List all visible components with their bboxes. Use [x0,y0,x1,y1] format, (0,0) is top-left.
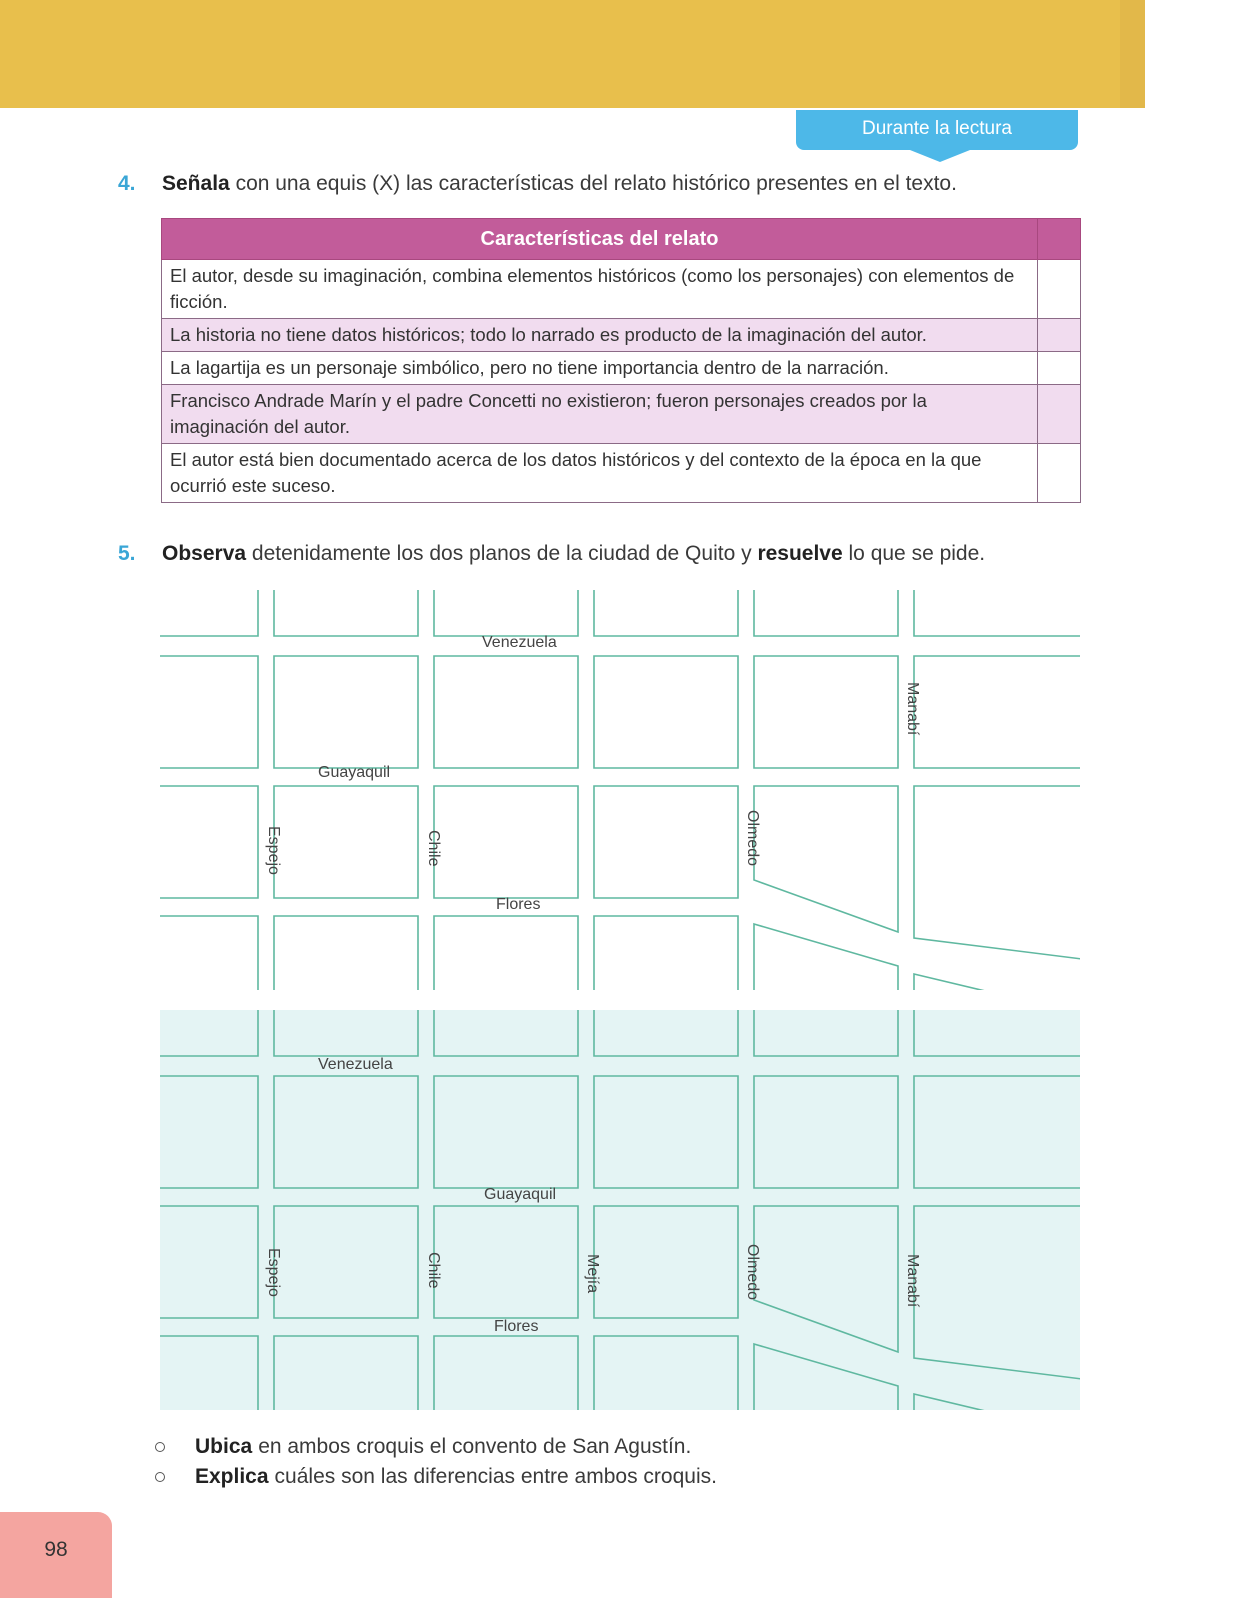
city-block [594,1206,738,1318]
table-row [162,385,1081,444]
city-block [434,1336,578,1410]
city-block [914,1394,1080,1410]
row-text: Francisco Andrade Marín y el padre Concetti no existieron; fueron personajes creados por la imaginación del autor. [162,385,1038,444]
city-block [754,1010,898,1056]
question-text: lo que se pide. [848,542,986,565]
street-label-venezuela: Venezuela [318,1056,393,1073]
row-text: La historia no tiene datos históricos; todo lo narrado es producto de la imaginación del autor. [162,319,1038,352]
table-row [162,260,1081,319]
city-block [914,590,1080,636]
city-block [434,1206,578,1318]
street-label-venezuela: Venezuela [482,634,557,651]
city-block [594,1336,738,1410]
city-block [274,656,418,768]
bullet-icon [155,1442,165,1452]
bullet-icon [155,1472,165,1482]
city-block [160,916,258,990]
page-number: 98 [0,1512,112,1598]
city-block [434,786,578,898]
city-block [274,1010,418,1056]
city-block [160,1336,258,1410]
city-block [160,1076,258,1188]
city-block [754,590,898,636]
city-block [274,1206,418,1318]
city-block [274,1336,418,1410]
city-map-new [160,1010,1080,1410]
row-text: El autor, desde su imaginación, combina elementos históricos (como los personajes) con elementos de ficción. [162,260,1038,319]
city-block [914,1010,1080,1056]
table-row [162,444,1081,503]
city-block [754,1076,898,1188]
city-block [434,656,578,768]
question-4 [118,172,957,196]
list-item [155,1462,717,1492]
city-map-old [160,590,1080,990]
section-tab-tip [910,150,970,162]
city-block [914,974,1080,990]
question-number: 5. [118,542,136,565]
city-block [594,656,738,768]
city-block [914,786,1080,960]
city-block [914,656,1080,768]
city-block [754,656,898,768]
city-block [754,1344,898,1410]
list-item [155,1432,717,1462]
characteristics-table [161,218,1081,503]
row-text: La lagartija es un personaje simbólico, pero no tiene importancia dentro de la narración. [162,352,1038,385]
city-block [594,1010,738,1056]
street-label-mejia: Mejía [584,1254,601,1294]
city-block [274,916,418,990]
row-check-cell[interactable] [1038,444,1081,503]
street-label-chile: Chile [425,1252,442,1289]
city-block [754,924,898,990]
row-text: El autor está bien documentado acerca de los datos históricos y del contexto de la época en la que ocurrió este suceso. [162,444,1038,503]
city-block [914,1206,1080,1380]
question-number: 4. [118,172,136,195]
city-block [434,1076,578,1188]
question-verb: resuelve [757,542,843,565]
row-check-cell[interactable] [1038,352,1081,385]
city-block [160,1010,258,1056]
city-block [434,590,578,636]
city-block [274,786,418,898]
city-block [754,1206,898,1352]
city-block [594,786,738,898]
row-check-cell[interactable] [1038,319,1081,352]
city-block [160,786,258,898]
task-verb: Explica [195,1465,269,1488]
street-label-espejo: Espejo [265,826,282,875]
city-block [914,1076,1080,1188]
section-tab: Durante la lectura [796,110,1078,150]
task-verb: Ubica [195,1435,253,1458]
question-verb: Señala [162,172,230,195]
table-header-check [1038,219,1081,260]
map-grid [160,1010,1080,1410]
city-block [434,1010,578,1056]
city-block [594,916,738,990]
question-5 [118,542,985,566]
city-block [274,1076,418,1188]
street-label-guayaquil: Guayaquil [318,764,391,781]
city-block [160,656,258,768]
question-text: con una equis (X) las características del relato histórico presentes en el texto. [235,172,957,195]
street-label-manabi: Manabí [904,1254,921,1308]
question-verb: Observa [162,542,247,565]
street-label-olmedo: Olmedo [744,1244,761,1301]
task-text: en ambos croquis el convento de San Agustín. [258,1435,692,1458]
street-label-flores: Flores [496,896,541,913]
task-text: cuáles son las diferencias entre ambos croquis. [274,1465,717,1488]
city-block [594,1076,738,1188]
top-color-band [0,0,1145,108]
city-block [160,590,258,636]
city-block [434,916,578,990]
task-list [155,1432,717,1492]
table-row [162,319,1081,352]
city-block [754,786,898,932]
street-label-chile: Chile [425,830,442,867]
city-block [160,1206,258,1318]
street-label-manabi: Manabí [904,682,921,736]
city-block [274,590,418,636]
map-grid [160,590,1080,990]
street-label-olmedo: Olmedo [744,810,761,867]
street-label-guayaquil: Guayaquil [484,1186,557,1203]
table-row [162,352,1081,385]
question-text: detenidamente los dos planos de la ciudad de Quito y [251,542,752,565]
row-check-cell[interactable] [1038,260,1081,319]
street-label-flores: Flores [494,1318,539,1335]
top-band-edge [1120,0,1145,108]
city-block [594,590,738,636]
street-label-espejo: Espejo [265,1248,282,1297]
table-header: Características del relato [162,219,1038,260]
row-check-cell[interactable] [1038,385,1081,444]
